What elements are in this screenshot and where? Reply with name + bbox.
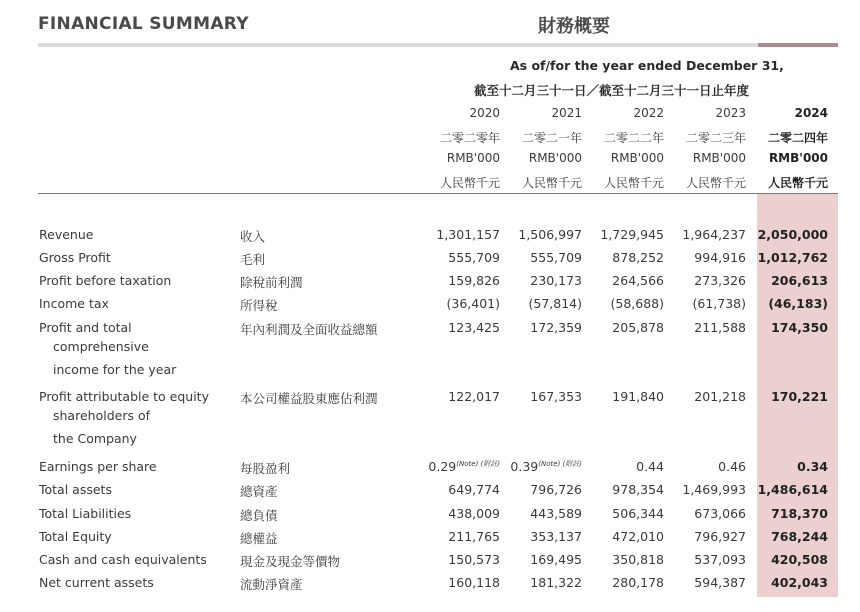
cell-value: 978,354 <box>612 482 664 497</box>
cell-value: 150,573 <box>448 552 500 567</box>
table-cell <box>611 296 665 311</box>
row-label-continuation: the Company <box>53 431 137 446</box>
cell-value: 718,370 <box>771 506 828 521</box>
table-cell <box>694 529 746 544</box>
row-label-text: Profit before taxation <box>39 273 172 288</box>
cell-value: 1,729,945 <box>600 227 664 242</box>
table-cell <box>612 389 664 404</box>
row-label-zh: 本公司權益股東應佔利潤 <box>240 391 378 406</box>
cell-value: 264,566 <box>612 273 664 288</box>
cell-value: 169,495 <box>530 552 582 567</box>
cell-value: 555,709 <box>530 250 582 265</box>
column-header-year-zh: 二零二四年 <box>767 131 828 145</box>
column-header-year: 2022 <box>633 106 664 120</box>
cell-value: 172,359 <box>530 320 582 335</box>
table-cell <box>530 506 582 521</box>
table-cell <box>636 459 664 474</box>
cell-value: 0.34 <box>797 459 828 474</box>
cell-value: 796,927 <box>694 529 746 544</box>
cell-value: 555,709 <box>448 250 500 265</box>
column-header-year: 2020 <box>469 106 500 120</box>
cell-value: 0.46 <box>718 459 746 474</box>
column-header-year: 2023 <box>715 106 746 120</box>
table-cell <box>718 459 746 474</box>
note-marker: (Note) (附註) <box>456 460 500 468</box>
row-label-text: Total Equity <box>39 529 112 544</box>
column-header-unit-zh: 人民幣千元 <box>767 176 828 190</box>
cell-value: 0.29 <box>428 459 457 475</box>
cell-value: 123,425 <box>448 320 500 335</box>
table-cell <box>758 482 828 497</box>
cell-value: (58,688) <box>610 296 664 311</box>
cell-value: 230,173 <box>530 273 582 288</box>
table-cell <box>612 273 664 288</box>
cell-value: 438,009 <box>448 506 500 521</box>
cell-value: 537,093 <box>694 552 746 567</box>
row-label-zh: 現金及現金等價物 <box>240 554 341 569</box>
table-cell <box>530 482 582 497</box>
cell-value: 768,244 <box>771 529 828 544</box>
table-cell <box>771 575 828 590</box>
cell-value: 796,726 <box>530 482 582 497</box>
row-label <box>39 389 209 450</box>
cell-value: 472,010 <box>612 529 664 544</box>
row-label-zh: 年內利潤及全面收益總額 <box>240 322 378 337</box>
cell-value: 1,506,997 <box>518 227 582 242</box>
column-header-unit: RMB'000 <box>528 151 582 165</box>
row-label-text: Profit and total <box>39 320 132 335</box>
table-cell <box>447 296 501 311</box>
cell-value: 1,486,614 <box>757 482 828 497</box>
table-cell <box>612 529 664 544</box>
table-cell <box>436 227 500 242</box>
column-header-unit-zh: 人民幣千元 <box>603 176 664 190</box>
table-cell <box>612 552 664 567</box>
column-header-year-zh: 二零二零年 <box>439 131 500 145</box>
table-cell <box>448 482 500 497</box>
table-cell <box>518 227 582 242</box>
table-cell <box>448 250 500 265</box>
row-label-text: Revenue <box>39 227 94 242</box>
table-cell <box>771 389 828 404</box>
table-cell <box>694 506 746 521</box>
table-cell <box>694 552 746 567</box>
table-cell <box>530 389 582 404</box>
cell-value: 0.44 <box>636 459 664 474</box>
row-label <box>39 552 207 567</box>
cell-value: 1,301,157 <box>436 227 500 242</box>
table-cell <box>448 273 500 288</box>
table-cell <box>612 506 664 521</box>
cell-value: 402,043 <box>771 575 828 590</box>
row-label-text: Gross Profit <box>39 250 111 265</box>
table-cell <box>612 320 664 335</box>
table-cell <box>530 575 582 590</box>
table-cell <box>693 296 747 311</box>
cell-value: 211,765 <box>448 529 500 544</box>
table-cell <box>530 250 582 265</box>
cell-value: 2,050,000 <box>757 227 828 242</box>
cell-value: 191,840 <box>612 389 664 404</box>
table-cell <box>771 529 828 544</box>
cell-value: 174,350 <box>771 320 828 335</box>
table-cell <box>694 575 746 590</box>
row-label-text: Earnings per share <box>39 459 157 474</box>
cell-value: 122,017 <box>448 389 500 404</box>
table-cell <box>448 552 500 567</box>
table-cell <box>448 529 500 544</box>
row-label <box>39 250 111 265</box>
row-label-text: Profit attributable to equity <box>39 389 209 404</box>
note-marker: (Note) (附註) <box>538 460 582 468</box>
period-heading: As of/for the year ended December 31, <box>510 58 784 73</box>
table-cell <box>758 227 828 242</box>
cell-value: 994,916 <box>694 250 746 265</box>
column-header-year-zh: 二零二一年 <box>521 131 582 145</box>
column-header-unit-zh: 人民幣千元 <box>685 176 746 190</box>
table-cell <box>612 250 664 265</box>
row-label <box>39 529 112 544</box>
table-cell <box>530 273 582 288</box>
cell-value: 878,252 <box>612 250 664 265</box>
cell-value: (61,738) <box>692 296 746 311</box>
cell-value: 673,066 <box>694 506 746 521</box>
cell-value: 443,589 <box>530 506 582 521</box>
table-cell <box>694 273 746 288</box>
row-label-zh: 每股盈利 <box>240 461 291 476</box>
table-cell <box>768 296 828 311</box>
row-label-text: Income tax <box>39 296 109 311</box>
row-label-zh: 除稅前利潤 <box>240 275 303 290</box>
column-header-unit-zh: 人民幣千元 <box>521 176 582 190</box>
row-label <box>39 296 109 311</box>
column-header-unit: RMB'000 <box>768 151 828 165</box>
row-label <box>39 575 154 590</box>
row-label-text: Net current assets <box>39 575 154 590</box>
row-label-text: Total Liabilities <box>39 506 132 521</box>
table-cell <box>758 250 828 265</box>
row-label-zh: 流動淨資產 <box>240 577 303 592</box>
column-header-year: 2024 <box>794 106 828 120</box>
table-cell <box>682 227 746 242</box>
cell-value: 181,322 <box>530 575 582 590</box>
cell-value: (57,814) <box>528 296 582 311</box>
table-cell <box>530 529 582 544</box>
column-header-unit: RMB'000 <box>446 151 500 165</box>
table-cell <box>771 552 828 567</box>
row-label-zh: 總負債 <box>240 508 278 523</box>
cell-value: 170,221 <box>771 389 828 404</box>
cell-value: 1,964,237 <box>682 227 746 242</box>
cell-value: 594,387 <box>694 575 746 590</box>
table-cell <box>448 389 500 404</box>
table-cell <box>530 552 582 567</box>
cell-value: 201,218 <box>694 389 746 404</box>
period-heading-zh: 截至十二月三十一日／截至十二月三十一日止年度 <box>474 83 750 98</box>
column-header-unit: RMB'000 <box>610 151 664 165</box>
cell-value: 353,137 <box>530 529 582 544</box>
table-cell <box>797 459 828 474</box>
column-header-year: 2021 <box>551 106 582 120</box>
cell-value: 0.39 <box>510 459 539 475</box>
table-cell <box>612 575 664 590</box>
cell-value: 280,178 <box>612 575 664 590</box>
table-cell <box>694 389 746 404</box>
header-divider <box>38 193 838 194</box>
row-label-zh: 所得稅 <box>240 298 278 313</box>
row-label-continuation: shareholders of <box>53 408 150 423</box>
row-label-zh: 收入 <box>240 229 266 244</box>
table-cell <box>771 273 828 288</box>
table-cell <box>694 320 746 335</box>
table-cell <box>612 482 664 497</box>
column-header-year-zh: 二零二三年 <box>685 131 746 145</box>
cell-value: 350,818 <box>612 552 664 567</box>
table-cell <box>428 459 500 474</box>
table-cell <box>694 250 746 265</box>
table-cell <box>510 459 582 474</box>
table-cell <box>682 482 746 497</box>
cell-value: 167,353 <box>530 389 582 404</box>
table-cell <box>448 575 500 590</box>
row-label <box>39 459 157 474</box>
table-cell <box>448 506 500 521</box>
cell-value: 420,508 <box>771 552 828 567</box>
cell-value: 205,878 <box>612 320 664 335</box>
cell-value: 211,588 <box>694 320 746 335</box>
row-label-text: Total assets <box>39 482 112 497</box>
title-rule <box>38 43 758 47</box>
cell-value: 159,826 <box>448 273 500 288</box>
table-cell <box>771 320 828 335</box>
cell-value: 160,118 <box>448 575 500 590</box>
cell-value: 506,344 <box>612 506 664 521</box>
row-label-zh: 總資產 <box>240 484 278 499</box>
row-label-continuation: comprehensive <box>53 339 149 354</box>
row-label <box>39 227 93 242</box>
title-rule-accent <box>758 43 838 47</box>
column-header-year-zh: 二零二二年 <box>603 131 664 145</box>
table-cell <box>448 320 500 335</box>
cell-value: 206,613 <box>771 273 828 288</box>
column-header-unit: RMB'000 <box>692 151 746 165</box>
page-title: FINANCIAL SUMMARY <box>38 14 249 34</box>
row-label <box>39 273 171 288</box>
table-cell <box>771 506 828 521</box>
cell-value: 1,469,993 <box>682 482 746 497</box>
row-label-zh: 毛利 <box>240 252 266 267</box>
table-cell <box>530 320 582 335</box>
table-cell <box>600 227 664 242</box>
row-label-zh: 總權益 <box>240 531 278 546</box>
table-cell <box>529 296 583 311</box>
cell-value: 273,326 <box>694 273 746 288</box>
cell-value: (36,401) <box>446 296 500 311</box>
row-label <box>39 482 112 497</box>
row-label-continuation: income for the year <box>53 362 177 377</box>
row-label <box>39 506 131 521</box>
cell-value: (46,183) <box>768 296 828 311</box>
cell-value: 1,012,762 <box>757 250 828 265</box>
row-label <box>39 320 176 381</box>
cell-value: 649,774 <box>448 482 500 497</box>
row-label-text: Cash and cash equivalents <box>39 552 207 567</box>
column-header-unit-zh: 人民幣千元 <box>439 176 500 190</box>
page-title-zh: 財務概要 <box>538 16 610 37</box>
